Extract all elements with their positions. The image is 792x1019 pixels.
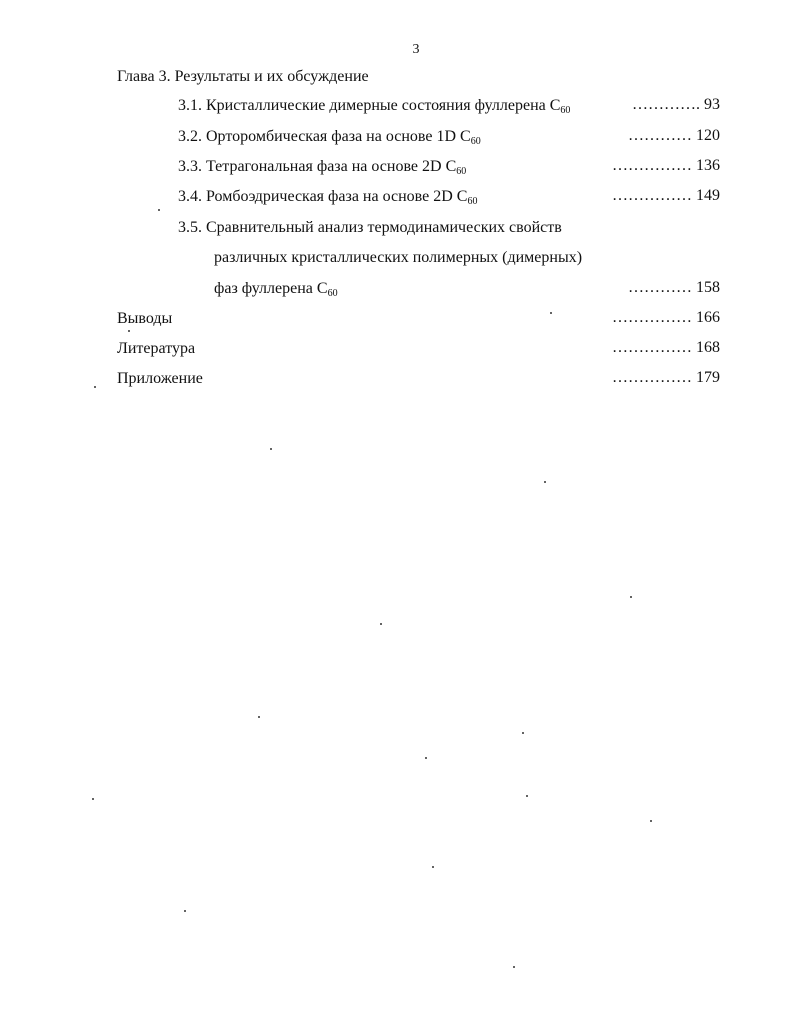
scan-speck <box>630 596 632 598</box>
scan-speck <box>184 910 186 912</box>
toc-entry-title: Тетрагональная фаза на основе 2D C <box>206 158 457 175</box>
leader-dots: …………… <box>612 157 692 174</box>
scan-speck <box>158 209 160 211</box>
page-ref: 179 <box>696 369 720 386</box>
leader-dots: …………… <box>612 339 692 356</box>
toc-entry-3-1[interactable] <box>178 96 570 121</box>
toc-entry-3-3-page <box>612 156 720 176</box>
toc-entry-number: 3.4. <box>178 188 202 205</box>
toc-entry-conclusions-page <box>612 308 720 328</box>
leader-dots: ………… <box>628 127 692 144</box>
toc-entry-3-1-page <box>632 95 720 115</box>
scan-speck <box>94 386 96 388</box>
subscript: 60 <box>467 196 478 207</box>
scan-speck <box>128 330 130 332</box>
leader-dots: ………… <box>628 279 692 296</box>
toc-entry-title: Орторомбическая фаза на основе 1D C <box>206 128 471 145</box>
toc-entry-conclusions[interactable]: Выводы <box>117 310 173 327</box>
toc-entry-3-2[interactable] <box>178 127 481 152</box>
subscript: 60 <box>327 288 338 299</box>
page-ref: 166 <box>696 309 720 326</box>
toc-entry-appendix-page <box>612 368 720 388</box>
toc-entry-3-2-page <box>628 126 720 146</box>
page-ref: 93 <box>704 96 720 113</box>
toc-entry-number: 3.5. <box>178 219 202 236</box>
subscript: 60 <box>456 166 467 177</box>
scan-speck <box>522 732 524 734</box>
scan-speck <box>380 623 382 625</box>
toc-entry-3-3[interactable] <box>178 157 466 182</box>
toc-entry-title: Сравнительный анализ термодинамических свойств <box>206 219 562 236</box>
toc-entry-title: Ромбоэдрическая фаза на основе 2D C <box>206 188 468 205</box>
leader-dots: …………… <box>612 369 692 386</box>
toc-entry-number: 3.1. <box>178 97 202 114</box>
page-ref: 158 <box>696 279 720 296</box>
page-ref: 149 <box>696 187 720 204</box>
scan-speck <box>544 481 546 483</box>
subscript: 60 <box>560 105 571 116</box>
toc-entry-3-5-line2: различных кристаллических полимерных (димерных) <box>214 249 583 266</box>
scan-speck <box>92 798 94 800</box>
toc-entry-title-end: фаз фуллерена C <box>214 280 328 297</box>
toc-entry-number: 3.2. <box>178 128 202 145</box>
scan-speck <box>650 820 652 822</box>
toc-entry-appendix[interactable]: Приложение <box>117 370 203 387</box>
toc-entry-title: Кристаллические димерные состояния фуллерена C <box>206 97 561 114</box>
chapter-heading: Глава 3. Результаты и их обсуждение <box>117 68 369 85</box>
scan-speck <box>270 448 272 450</box>
scan-speck <box>526 795 528 797</box>
leader-dots: …………… <box>612 187 692 204</box>
page-ref: 136 <box>696 157 720 174</box>
scan-speck <box>432 866 434 868</box>
scan-speck <box>425 757 427 759</box>
subscript: 60 <box>470 136 481 147</box>
toc-entry-number: 3.3. <box>178 158 202 175</box>
toc-entry-3-5[interactable] <box>178 218 562 238</box>
toc-entry-literature[interactable]: Литература <box>117 340 196 357</box>
page-ref: 120 <box>696 127 720 144</box>
toc-entry-3-5-page <box>628 278 720 298</box>
toc-entry-3-4[interactable] <box>178 187 477 212</box>
toc-entry-3-5-line3 <box>214 279 338 304</box>
page-number: 3 <box>412 42 420 57</box>
toc-entry-literature-page <box>612 338 720 358</box>
leader-dots: …………… <box>612 309 692 326</box>
scan-speck <box>258 716 260 718</box>
scan-speck <box>550 312 552 314</box>
leader-dots: …………. <box>632 96 700 113</box>
page-ref: 168 <box>696 339 720 356</box>
toc-entry-3-4-page <box>612 186 720 206</box>
scan-speck <box>513 966 515 968</box>
